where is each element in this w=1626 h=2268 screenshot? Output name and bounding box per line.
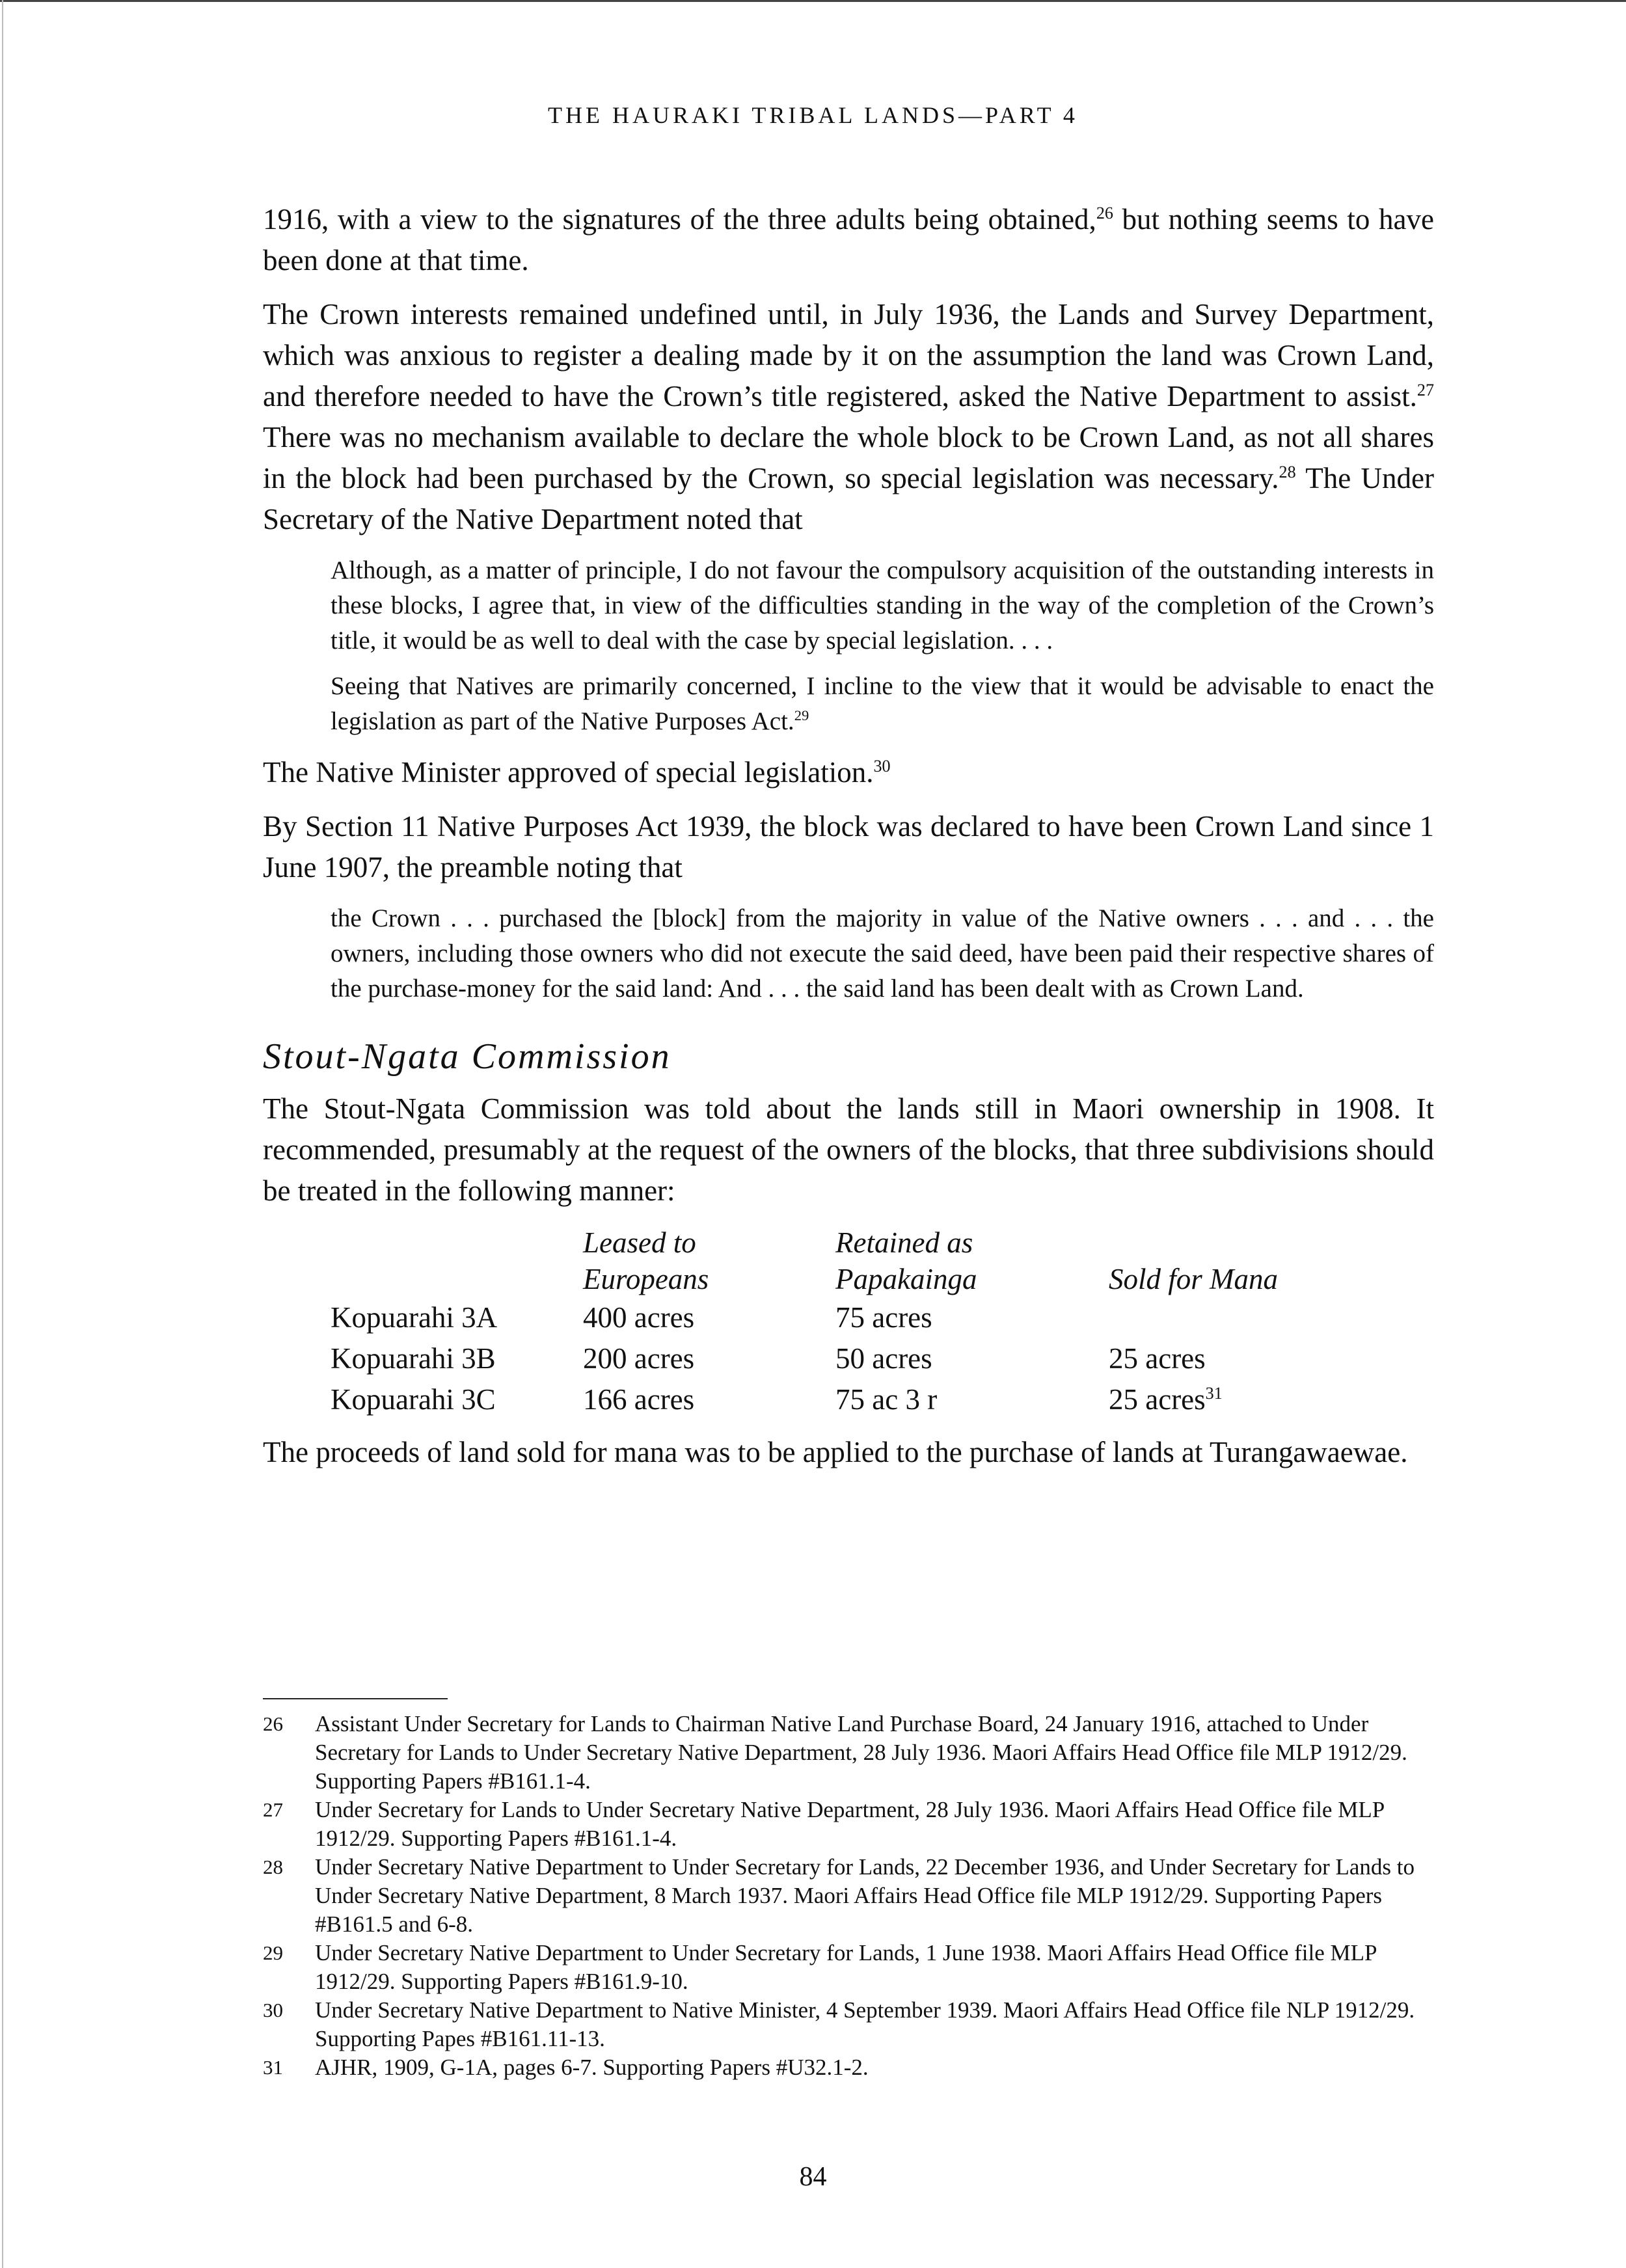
- paragraph-1: 1916, with a view to the signatures of the three adults being obtained,$^{26}$ but nothing seems to have been done at that time.: [263, 203, 1435, 277]
- footnote-text: Under Secretary for Lands to Under Secretary Native Department, 28 July 1936. Maori Affairs Head Office file MLP 1912/29. Supporting Papers #B161.1-4.: [315, 1797, 1384, 1851]
- footnote-30: [263, 1996, 1434, 2053]
- footnote-ref-28[interactable]: 28: [1279, 463, 1296, 481]
- footnote-31: [263, 2053, 1434, 2082]
- table-cell-name: Kopuarahi 3A: [331, 1301, 498, 1334]
- footnote-ref-26[interactable]: 26: [1096, 204, 1113, 223]
- table-header-retained: Retained as Papakainga: [835, 1226, 977, 1295]
- page-top-border: [0, 0, 1626, 2]
- table-cell-name: Kopuarahi 3B: [331, 1342, 496, 1375]
- footnote-26: [263, 1710, 1434, 1796]
- table-cell-sold: 25 acres$^{31}$: [1109, 1383, 1223, 1416]
- page-left-border: [2, 0, 3, 2268]
- table-cell-retained: 75 acres: [835, 1301, 932, 1334]
- table-cell-retained: 75 ac 3 r: [835, 1383, 938, 1416]
- footnote-text: Under Secretary Native Department to Native Minister, 4 September 1939. Maori Affairs Head Office file NLP 1912/29. Supporting Papes #B161.11-13.: [315, 1997, 1415, 2051]
- table-cell-leased: 400 acres: [583, 1301, 695, 1334]
- footnote-27: [263, 1796, 1434, 1853]
- footnote-29: [263, 1939, 1434, 1996]
- table-cell-sold: [1109, 1297, 1434, 1338]
- table-cell-leased: 200 acres: [583, 1342, 695, 1375]
- table-row: [263, 1297, 1434, 1338]
- footnote-text: Under Secretary Native Department to Under Secretary for Lands, 1 June 1938. Maori Affairs Head Office file MLP 1912/29. Supporting Papers #B161.9-10.: [315, 1940, 1377, 1994]
- paragraph-2: The Crown interests remained undefined until, in July 1936, the Lands and Survey Department, which was anxious to register a dealing made by it on the assumption the land was Crown Land, and therefore needed to have the Crown’s title registered, asked the Native Department to assist.$^{27}$ There was no mechanism available to declare the whole block to be Crown Land, as not all shares in the block had been purchased by the Crown, so special legislation was necessary.$^{28}$ The Under Secretary of the Native Department noted that: [263, 298, 1434, 535]
- table-row: [263, 1379, 1434, 1420]
- table-header-cell: [263, 1224, 583, 1297]
- footnote-number: 27: [263, 1798, 283, 1821]
- block-quote-1: [331, 553, 1434, 739]
- table-row: [263, 1338, 1434, 1379]
- footnote-divider: [263, 1698, 448, 1699]
- footnote-number: 30: [263, 1999, 283, 2021]
- footnote-number: 28: [263, 1856, 283, 1878]
- table-header-sold: Sold for Mana: [1109, 1263, 1279, 1295]
- page-number: 84: [799, 2162, 827, 2192]
- footnote-ref-29[interactable]: 29: [794, 707, 809, 723]
- block-quote-2: [331, 901, 1434, 1006]
- footnote-ref-31[interactable]: 31: [1205, 1384, 1223, 1403]
- paragraph-5: The Stout-Ngata Commission was told about the lands still in Maori ownership in 1908. It recommended, presumably at the request of the owners of the blocks, that three subdivisions should be treated in the following manner:: [263, 1092, 1434, 1207]
- section-heading: Stout-Ngata Commission: [263, 1036, 671, 1077]
- footnote-number: 31: [263, 2056, 283, 2079]
- quote-2-text: the Crown . . . purchased the [block] from the majority in value of the Native owners . . . and . . . the owners, including those owners who did not execute the said deed, have been paid their respective shares of the purchase-money for the said land: And . . . the said land has been dealt with as Crown Land.: [331, 904, 1434, 1003]
- paragraph-4: By Section 11 Native Purposes Act 1939, the block was declared to have been Crown Land since 1 June 1907, the preamble noting that: [263, 810, 1434, 884]
- table-header-row: [263, 1224, 1434, 1297]
- quote-1-para-2: Seeing that Natives are primarily concerned, I incline to the view that it would be advisable to enact the legislation as part of the Native Purposes Act.$^{29}$: [331, 672, 1434, 735]
- table-header-leased: Leased to Europeans: [583, 1226, 709, 1295]
- footnote-number: 26: [263, 1712, 283, 1735]
- paragraph-3: The Native Minister approved of special legislation.$^{30}$: [263, 756, 891, 789]
- footnote-text: AJHR, 1909, G-1A, pages 6-7. Supporting Papers #U32.1-2.: [315, 2055, 869, 2080]
- paragraph-6: The proceeds of land sold for mana was to be applied to the purchase of lands at Turangawaewae.: [263, 1436, 1408, 1468]
- quote-1-para-1: Although, as a matter of principle, I do not favour the compulsory acquisition of the outstanding interests in these blocks, I agree that, in view of the difficulties standing in the way of the completion of the Crown’s title, it would be as well to deal with the case by special legislation. . . .: [331, 556, 1434, 655]
- table-cell-retained: 50 acres: [835, 1342, 932, 1375]
- footnote-text: Under Secretary Native Department to Under Secretary for Lands, 22 December 1936, and Under Secretary for Lands to Under Secretary Native Department, 8 March 1937. Maori Affairs Head Office file MLP 1912/29. Supporting Papers #B161.5 and 6-8.: [315, 1854, 1415, 1937]
- table-cell-leased: 166 acres: [583, 1383, 695, 1416]
- running-header: THE HAURAKI TRIBAL LANDS—PART 4: [548, 102, 1078, 128]
- footnotes: [263, 1710, 1434, 2082]
- footnote-28: [263, 1853, 1434, 1939]
- land-allocation-table: [263, 1224, 1434, 1420]
- table-cell-name: Kopuarahi 3C: [331, 1383, 496, 1416]
- main-body: [263, 199, 1434, 1486]
- footnote-ref-27[interactable]: 27: [1416, 381, 1434, 399]
- footnote-text: Assistant Under Secretary for Lands to Chairman Native Land Purchase Board, 24 January 1916, attached to Under Secretary for Lands to Under Secretary Native Department, 28 July 1936. Maori Affairs Head Office file MLP 1912/29. Supporting Papers #B161.1-4.: [315, 1711, 1407, 1794]
- table-cell-sold: 25 acres: [1109, 1342, 1206, 1375]
- footnote-ref-30[interactable]: 30: [873, 757, 891, 776]
- footnote-number: 29: [263, 1941, 283, 1964]
